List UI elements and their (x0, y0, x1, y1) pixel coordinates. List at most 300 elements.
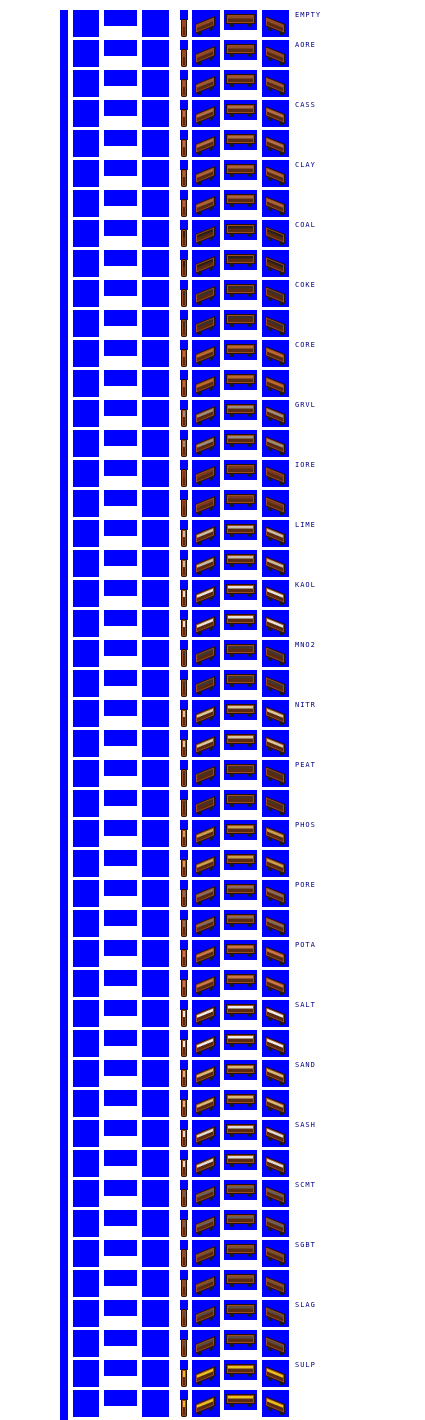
wagon-wheel (279, 1201, 283, 1207)
palette-strip (60, 70, 68, 100)
blank-sprite-wide (104, 310, 137, 326)
wagon-end-view (180, 340, 188, 370)
wagon-wheel (209, 1376, 213, 1382)
wagon-end-sprite (181, 229, 187, 247)
wagon-diagonal-sprite (195, 496, 215, 514)
cargo-label: NITR (295, 701, 316, 709)
blank-sprite-wide (104, 220, 137, 236)
wagon-wheel (279, 691, 283, 697)
wagon-wheel (268, 566, 272, 572)
wagon-side-sprite (226, 884, 255, 894)
wagon-wheel (248, 713, 252, 717)
wagon-wheel (248, 413, 252, 417)
wagon-wheel (209, 446, 213, 452)
wagon-diagonal-sprite (195, 1366, 215, 1384)
wagon-wheel (268, 1286, 272, 1292)
wagon-diagonal-sprite (265, 286, 285, 304)
blank-sprite-square (142, 280, 169, 307)
wagon-side-sprite (226, 314, 255, 324)
wagon-end-sprite (181, 889, 187, 907)
wagon-view-diagonal-right (262, 310, 289, 337)
wagon-side-sprite (226, 164, 255, 174)
wagon-wheel (268, 26, 272, 32)
wagon-wheel (279, 1231, 283, 1237)
blank-sprite-square (142, 820, 169, 847)
wagon-view-side (224, 910, 257, 930)
wagon-wheel (248, 533, 252, 537)
wagon-wheel (230, 1403, 234, 1407)
wagon-diagonal-sprite (195, 466, 215, 484)
wagon-diagonal-sprite (195, 376, 215, 394)
wagon-side-sprite (226, 464, 255, 474)
palette-strip (60, 1210, 68, 1240)
wagon-end-view (180, 1030, 188, 1060)
wagon-end-sprite (181, 859, 187, 877)
wagon-wheel (209, 1316, 213, 1322)
blank-sprite-square (73, 460, 99, 487)
cargo-label: SAND (295, 1061, 316, 1069)
wagon-view-diagonal-left (192, 40, 220, 67)
wagon-view-diagonal-right (262, 1150, 289, 1177)
wagon-view-side (224, 1090, 257, 1110)
sprite-row (0, 190, 425, 220)
wagon-wheel (198, 270, 202, 276)
wagon-view-diagonal-left (192, 1210, 220, 1237)
blank-sprite-square (142, 190, 169, 217)
wagon-wheel (209, 1076, 213, 1082)
blank-sprite-wide (104, 850, 137, 866)
wagon-wheel (248, 143, 252, 147)
blank-sprite-wide (104, 820, 137, 836)
blank-sprite-wide (104, 190, 137, 206)
palette-strip (60, 1300, 68, 1330)
sprite-row (0, 1180, 425, 1210)
wagon-wheel (230, 1043, 234, 1047)
wagon-diagonal-sprite (265, 76, 285, 94)
wagon-view-diagonal-left (192, 760, 220, 787)
wagon-view-diagonal-right (262, 1210, 289, 1237)
wagon-diagonal-sprite (195, 406, 215, 424)
wagon-diagonal-sprite (265, 376, 285, 394)
wagon-end-sprite (181, 379, 187, 397)
wagon-wheel (268, 1376, 272, 1382)
wagon-view-diagonal-right (262, 130, 289, 157)
blank-sprite-square (142, 1210, 169, 1237)
blank-sprite-square (73, 370, 99, 397)
wagon-end-view (180, 250, 188, 280)
wagon-wheel (230, 803, 234, 807)
wagon-side-sprite (226, 44, 255, 54)
wagon-wheel (198, 510, 202, 516)
wagon-end-sprite (181, 829, 187, 847)
wagon-end-sprite (181, 1069, 187, 1087)
wagon-wheel (248, 383, 252, 387)
blank-sprite-square (142, 400, 169, 427)
wagon-end-view (180, 850, 188, 880)
wagon-side-sprite (226, 644, 255, 654)
wagon-diagonal-sprite (195, 1396, 215, 1414)
wagon-wheel (268, 686, 272, 692)
wagon-diagonal-sprite (265, 466, 285, 484)
palette-strip (60, 1180, 68, 1210)
wagon-wheel (209, 386, 213, 392)
wagon-wheel (209, 1046, 213, 1052)
blank-sprite-square (73, 10, 99, 37)
blank-sprite-square (73, 70, 99, 97)
wagon-end-sprite (181, 109, 187, 127)
wagon-wheel (230, 563, 234, 567)
blank-sprite-square (73, 760, 99, 787)
wagon-wheel (268, 146, 272, 152)
blank-sprite-square (73, 160, 99, 187)
wagon-view-diagonal-right (262, 580, 289, 607)
palette-strip (60, 1150, 68, 1180)
wagon-diagonal-sprite (195, 1216, 215, 1234)
palette-strip (60, 40, 68, 70)
wagon-wheel (198, 210, 202, 216)
wagon-view-side (224, 1180, 257, 1200)
blank-sprite-square (73, 640, 99, 667)
palette-strip (60, 700, 68, 730)
blank-sprite-square (73, 910, 99, 937)
wagon-wheel (248, 323, 252, 327)
blank-sprite-square (73, 1210, 99, 1237)
wagon-wheel (248, 503, 252, 507)
wagon-wheel (268, 1046, 272, 1052)
wagon-wheel (279, 451, 283, 457)
wagon-wheel (209, 806, 213, 812)
wagon-wheel (198, 630, 202, 636)
blank-sprite-square (142, 490, 169, 517)
wagon-wheel (268, 1346, 272, 1352)
blank-sprite-wide (104, 370, 137, 386)
wagon-end-sprite (181, 1369, 187, 1387)
cargo-label: CLAY (295, 161, 316, 169)
wagon-end-view (180, 220, 188, 250)
wagon-diagonal-sprite (195, 946, 215, 964)
wagon-view-diagonal-right (262, 1120, 289, 1147)
wagon-diagonal-sprite (265, 826, 285, 844)
wagon-wheel (230, 983, 234, 987)
blank-sprite-wide (104, 1090, 137, 1106)
wagon-end-sprite (181, 1249, 187, 1267)
sprite-row (0, 10, 425, 40)
wagon-side-sprite (226, 1364, 255, 1374)
sprite-row (0, 700, 425, 730)
wagon-view-diagonal-right (262, 910, 289, 937)
wagon-wheel (209, 596, 213, 602)
wagon-wheel (268, 326, 272, 332)
wagon-diagonal-sprite (265, 406, 285, 424)
wagon-wheel (209, 1136, 213, 1142)
wagon-end-view (180, 1000, 188, 1030)
wagon-wheel (198, 180, 202, 186)
wagon-end-view (180, 700, 188, 730)
sprite-row (0, 880, 425, 910)
blank-sprite-square (73, 100, 99, 127)
sprite-row (0, 160, 425, 190)
blank-sprite-square (73, 1030, 99, 1057)
blank-sprite-square (142, 310, 169, 337)
wagon-diagonal-sprite (195, 1156, 215, 1174)
wagon-end-sprite (181, 49, 187, 67)
blank-sprite-square (142, 430, 169, 457)
wagon-view-side (224, 430, 257, 450)
wagon-diagonal-sprite (265, 526, 285, 544)
wagon-wheel (230, 833, 234, 837)
wagon-view-diagonal-left (192, 520, 220, 547)
wagon-diagonal-sprite (195, 256, 215, 274)
wagon-diagonal-sprite (195, 676, 215, 694)
wagon-view-diagonal-right (262, 1000, 289, 1027)
wagon-diagonal-sprite (195, 706, 215, 724)
wagon-diagonal-sprite (265, 706, 285, 724)
wagon-view-diagonal-right (262, 1030, 289, 1057)
wagon-wheel (268, 506, 272, 512)
palette-strip (60, 1000, 68, 1030)
wagon-wheel (230, 293, 234, 297)
blank-sprite-square (142, 1330, 169, 1357)
blank-sprite-wide (104, 400, 137, 416)
cargo-label: SULP (295, 1361, 316, 1369)
wagon-wheel (279, 601, 283, 607)
wagon-diagonal-sprite (265, 1186, 285, 1204)
wagon-view-side (224, 880, 257, 900)
blank-sprite-wide (104, 250, 137, 266)
wagon-wheel (279, 571, 283, 577)
sprite-row (0, 760, 425, 790)
wagon-side-sprite (226, 1214, 255, 1224)
palette-strip (60, 1060, 68, 1090)
blank-sprite-wide (104, 70, 137, 86)
wagon-end-view (180, 880, 188, 910)
blank-sprite-square (142, 70, 169, 97)
wagon-wheel (198, 360, 202, 366)
wagon-end-sprite (181, 1399, 187, 1417)
wagon-diagonal-sprite (195, 1096, 215, 1114)
wagon-wheel (209, 1226, 213, 1232)
wagon-wheel (268, 866, 272, 872)
sprite-row (0, 430, 425, 460)
wagon-wheel (248, 923, 252, 927)
blank-sprite-square (73, 1390, 99, 1417)
wagon-wheel (248, 263, 252, 267)
wagon-wheel (198, 90, 202, 96)
wagon-side-sprite (226, 1334, 255, 1344)
sprite-row (0, 1330, 425, 1360)
wagon-view-diagonal-right (262, 250, 289, 277)
wagon-end-view (180, 640, 188, 670)
wagon-wheel (209, 1166, 213, 1172)
blank-sprite-square (142, 610, 169, 637)
wagon-wheel (198, 60, 202, 66)
wagon-view-side (224, 1360, 257, 1380)
wagon-end-sprite (181, 1159, 187, 1177)
wagon-view-diagonal-right (262, 1270, 289, 1297)
wagon-wheel (268, 386, 272, 392)
wagon-end-view (180, 460, 188, 490)
cargo-label: COAL (295, 221, 316, 229)
wagon-side-sprite (226, 1124, 255, 1134)
wagon-view-diagonal-left (192, 1240, 220, 1267)
wagon-wheel (279, 1411, 283, 1417)
wagon-view-side (224, 1270, 257, 1290)
wagon-diagonal-sprite (195, 316, 215, 334)
wagon-wheel (209, 26, 213, 32)
wagon-view-side (224, 730, 257, 750)
wagon-wheel (248, 1223, 252, 1227)
wagon-diagonal-sprite (265, 946, 285, 964)
wagon-wheel (198, 300, 202, 306)
wagon-diagonal-sprite (195, 1186, 215, 1204)
blank-sprite-wide (104, 640, 137, 656)
wagon-wheel (198, 450, 202, 456)
sprite-row (0, 850, 425, 880)
blank-sprite-wide (104, 1120, 137, 1136)
wagon-view-diagonal-left (192, 70, 220, 97)
wagon-wheel (230, 353, 234, 357)
wagon-wheel (248, 233, 252, 237)
wagon-wheel (248, 1313, 252, 1317)
wagon-view-side (224, 760, 257, 780)
blank-sprite-square (142, 670, 169, 697)
wagon-end-view (180, 910, 188, 940)
wagon-wheel (248, 1013, 252, 1017)
wagon-side-sprite (226, 524, 255, 534)
wagon-side-sprite (226, 794, 255, 804)
blank-sprite-square (142, 130, 169, 157)
palette-strip (60, 370, 68, 400)
wagon-wheel (209, 506, 213, 512)
blank-sprite-square (142, 40, 169, 67)
wagon-side-sprite (226, 1154, 255, 1164)
blank-sprite-wide (104, 520, 137, 536)
wagon-side-sprite (226, 854, 255, 864)
wagon-view-side (224, 640, 257, 660)
blank-sprite-square (142, 100, 169, 127)
wagon-wheel (209, 1286, 213, 1292)
wagon-view-diagonal-left (192, 370, 220, 397)
wagon-side-sprite (226, 1184, 255, 1194)
wagon-wheel (279, 1141, 283, 1147)
cargo-label: PEAT (295, 761, 316, 769)
blank-sprite-square (73, 730, 99, 757)
wagon-end-sprite (181, 589, 187, 607)
wagon-view-diagonal-left (192, 1180, 220, 1207)
wagon-diagonal-sprite (195, 1276, 215, 1294)
wagon-wheel (279, 91, 283, 97)
wagon-view-diagonal-left (192, 820, 220, 847)
wagon-view-diagonal-left (192, 1390, 220, 1417)
wagon-view-side (224, 1390, 257, 1410)
wagon-view-side (224, 940, 257, 960)
wagon-wheel (248, 443, 252, 447)
blank-sprite-wide (104, 340, 137, 356)
wagon-wheel (248, 23, 252, 27)
wagon-side-sprite (226, 134, 255, 144)
wagon-view-diagonal-left (192, 10, 220, 37)
wagon-view-diagonal-right (262, 100, 289, 127)
blank-sprite-square (73, 1090, 99, 1117)
wagon-diagonal-sprite (195, 136, 215, 154)
blank-sprite-square (142, 640, 169, 667)
wagon-view-diagonal-left (192, 970, 220, 997)
wagon-wheel (279, 481, 283, 487)
wagon-diagonal-sprite (195, 166, 215, 184)
wagon-view-diagonal-left (192, 1030, 220, 1057)
blank-sprite-square (142, 370, 169, 397)
wagon-wheel (198, 150, 202, 156)
wagon-end-sprite (181, 529, 187, 547)
wagon-wheel (248, 473, 252, 477)
wagon-end-view (180, 1390, 188, 1420)
wagon-wheel (209, 146, 213, 152)
palette-strip (60, 400, 68, 430)
wagon-end-view (180, 430, 188, 460)
wagon-wheel (230, 203, 234, 207)
wagon-wheel (248, 1163, 252, 1167)
wagon-wheel (248, 1193, 252, 1197)
wagon-wheel (268, 836, 272, 842)
wagon-wheel (268, 1136, 272, 1142)
wagon-wheel (279, 1291, 283, 1297)
blank-sprite-square (73, 130, 99, 157)
wagon-wheel (279, 1171, 283, 1177)
wagon-diagonal-sprite (195, 1336, 215, 1354)
wagon-wheel (268, 86, 272, 92)
wagon-view-diagonal-left (192, 460, 220, 487)
wagon-wheel (230, 773, 234, 777)
wagon-wheel (198, 840, 202, 846)
wagon-view-diagonal-left (192, 280, 220, 307)
cargo-label: CORE (295, 341, 316, 349)
wagon-wheel (279, 871, 283, 877)
wagon-wheel (209, 1106, 213, 1112)
wagon-end-view (180, 820, 188, 850)
wagon-wheel (230, 53, 234, 57)
palette-strip (60, 520, 68, 550)
wagon-view-diagonal-right (262, 40, 289, 67)
wagon-wheel (230, 233, 234, 237)
wagon-end-view (180, 280, 188, 310)
blank-sprite-square (142, 850, 169, 877)
wagon-end-sprite (181, 709, 187, 727)
palette-strip (60, 1360, 68, 1390)
wagon-wheel (268, 356, 272, 362)
sprite-row (0, 550, 425, 580)
wagon-wheel (209, 116, 213, 122)
wagon-diagonal-sprite (265, 166, 285, 184)
blank-sprite-square (73, 430, 99, 457)
wagon-view-diagonal-left (192, 1330, 220, 1357)
blank-sprite-square (142, 970, 169, 997)
wagon-end-sprite (181, 79, 187, 97)
wagon-diagonal-sprite (265, 976, 285, 994)
wagon-wheel (198, 1290, 202, 1296)
blank-sprite-square (73, 880, 99, 907)
blank-sprite-square (73, 610, 99, 637)
wagon-end-sprite (181, 139, 187, 157)
palette-strip (60, 670, 68, 700)
wagon-wheel (279, 1051, 283, 1057)
palette-strip (60, 310, 68, 340)
wagon-diagonal-sprite (265, 16, 285, 34)
wagon-wheel (198, 540, 202, 546)
sprite-row (0, 40, 425, 70)
wagon-wheel (268, 1406, 272, 1412)
wagon-wheel (279, 271, 283, 277)
palette-strip (60, 820, 68, 850)
